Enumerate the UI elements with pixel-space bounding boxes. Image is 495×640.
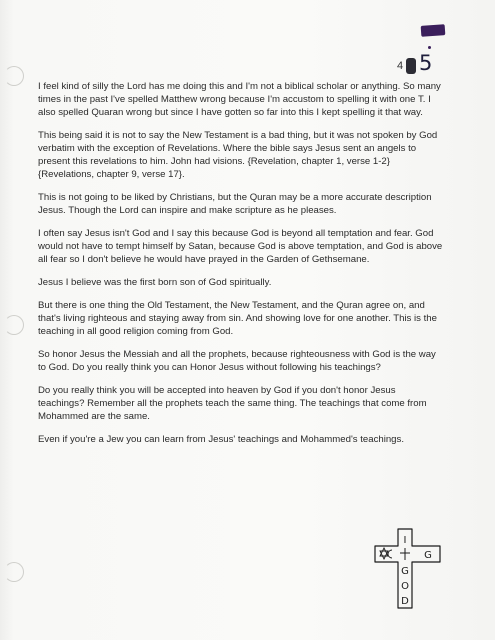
cross-letter-g: G: [401, 566, 409, 577]
paragraph: This is not going to be liked by Christians, but the Quran may be a more accurate description Jesus. Though the Lord can inspire and make scripture as he pleases.: [38, 192, 432, 216]
punch-hole-middle: [4, 315, 24, 335]
paragraph: I feel kind of silly the Lord has me doing this and I'm not a biblical scholar or anything. So many times in the past I've spelled Matthew wrong because I'm accustom to spelling it with one T. I also spelled Quaran wrong but since I have gotten so far into this I kept spelling it that way.: [38, 81, 441, 118]
paragraph: But there is one thing the Old Testament, the New Testament, and the Quran agree on, and that's living righteous and staying away from sin. And showing love for one another. This is the teaching in all good religion coming from God.: [38, 300, 437, 337]
paragraph: Jesus I believe was the first born son of God spiritually.: [38, 277, 272, 288]
cross-letter-o: O: [401, 581, 409, 592]
cross-letter-d: D: [401, 596, 409, 607]
ink-marker-smudge: [421, 24, 446, 37]
paragraph: I often say Jesus isn't God and I say this because God is beyond all temptation and fear. God would not have to tempt himself by Satan, because God is above temptation, and God is above all fear so I don't believe he would have prayed in the Garden of Gethsemane.: [38, 228, 443, 265]
ink-blot: [406, 58, 416, 74]
crescent-icon: [388, 550, 392, 558]
paragraph: This being said it is not to say the New Testament is a bad thing, but it was not spoken by God verbatim with the exception of Revelations. Where the bible says Jesus sent an angels to present this revelations to him. John had visions. {Revelation, chapter 1, verse 1-2}{Revelations, chapter 9, verse 17}.: [38, 130, 438, 180]
document-body: [38, 80, 443, 456]
cross-letter-i: I: [403, 535, 407, 546]
cross-letter-right-g: G: [424, 550, 432, 561]
handwritten-page-number: 5: [419, 51, 433, 75]
ink-dot: [428, 46, 431, 49]
punch-hole-top: [4, 66, 24, 86]
hand-drawn-cross: [372, 526, 444, 610]
page-number: 4: [397, 60, 404, 72]
paragraph: So honor Jesus the Messiah and all the prophets, because righteousness with God is the way to God. Do you really think you can Honor Jesus without following his teachings?: [38, 349, 436, 373]
paragraph: Even if you're a Jew you can learn from Jesus' teachings and Mohammed's teachings.: [38, 434, 404, 445]
punch-hole-bottom: [4, 562, 24, 582]
star-of-david-icon: [380, 548, 388, 559]
paragraph: Do you really think you will be accepted into heaven by God if you don't honor Jesus teachings? Remember all the prophets teach the same thing. The teachings that come from Mohammed are the same.: [38, 385, 427, 422]
